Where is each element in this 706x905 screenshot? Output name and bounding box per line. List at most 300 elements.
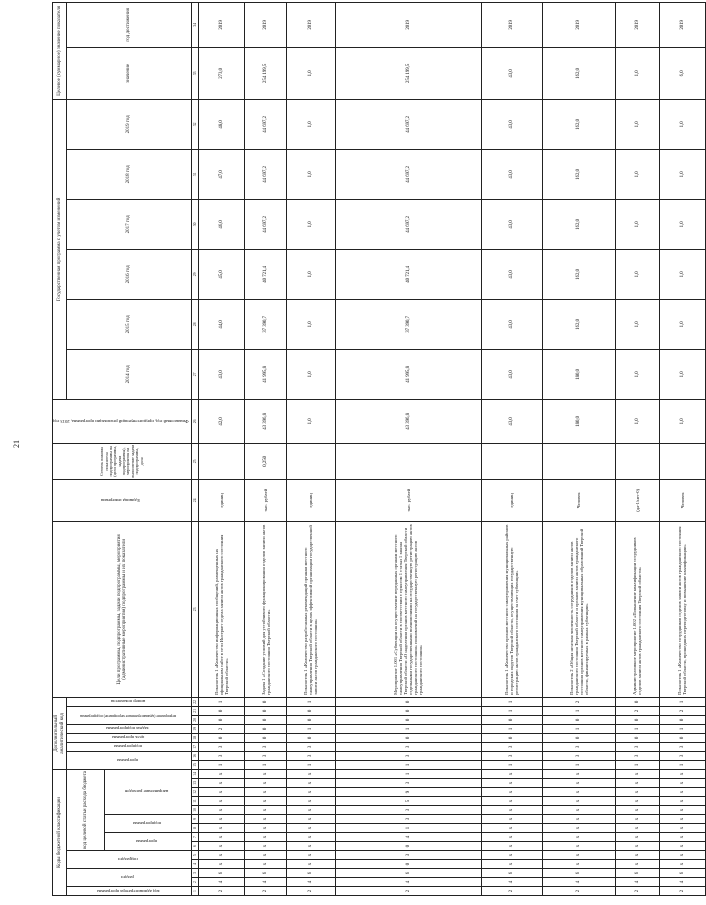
row-name-cell: Мероприятие 1.001 «Субвенции на осуществление переданных органам местного самоуправления Тверской области в соответствии с пунктом 1 статьи 1 закона Тверской области «О наделении органов местного самоуправления Тверской области отдельными государственными полномочиями на государственную регистрацию актов гражданского состояния» полномочий на государственную регистрацию актов гражданского состояния» bbox=[335, 521, 481, 697]
row-name-cell: Показатель 1 «Количество разработанных рекомендаций органам местного самоуправления Тверской области в целях эффективной организации государственной записи актов гражданского состояния» bbox=[286, 521, 335, 697]
code-cell: 0 bbox=[245, 706, 286, 715]
code-cell: 0 bbox=[542, 733, 615, 742]
code-cell: 0 bbox=[199, 706, 245, 715]
year-value-cell: 43,0 bbox=[481, 249, 542, 299]
code-cell: 2 bbox=[199, 887, 245, 896]
code-cell: x bbox=[245, 860, 286, 869]
code-cell: 6 bbox=[199, 869, 245, 878]
code-cell: x bbox=[245, 769, 286, 778]
code-cell: 3 bbox=[335, 815, 481, 824]
page-number: 21 bbox=[12, 440, 21, 448]
table-row bbox=[335, 2, 481, 895]
code-cell: 1 bbox=[481, 706, 542, 715]
code-cell: 2 bbox=[659, 887, 705, 896]
code-cell: x bbox=[286, 851, 335, 860]
base-year-cell: 1,0 bbox=[615, 399, 659, 443]
base-year-cell: 1,0 bbox=[659, 399, 705, 443]
degree-header: Степень влияния показателя подпрограммы на (цели программы, задачи подпрограммы), мероприятия на выполнение задачи подпрограммы, доля bbox=[53, 443, 192, 479]
column-index-cell: 7 bbox=[192, 833, 199, 842]
code-cell: x bbox=[245, 797, 286, 806]
table-body bbox=[199, 2, 706, 895]
code-cell: x bbox=[481, 806, 542, 815]
degree-cell bbox=[286, 443, 335, 479]
year-value-cell: 1,0 bbox=[286, 199, 335, 249]
code-cell: x bbox=[615, 824, 659, 833]
column-index-cell: 24 bbox=[192, 479, 199, 521]
target-year-cell: 2019 bbox=[615, 2, 659, 47]
code-cell: x bbox=[199, 824, 245, 833]
code-cell: 4 bbox=[481, 878, 542, 887]
code-cell: 2 bbox=[615, 887, 659, 896]
code-cell: 2 bbox=[245, 887, 286, 896]
code-cell: x bbox=[481, 779, 542, 788]
unit-cell: тыс. рублей bbox=[245, 479, 286, 521]
code-cell: 4 bbox=[335, 833, 481, 842]
code-cell: x bbox=[542, 769, 615, 778]
code-cell: 0 bbox=[245, 733, 286, 742]
code-cell: x bbox=[615, 779, 659, 788]
year-value-cell: 1,0 bbox=[286, 349, 335, 399]
unit-cell: единиц bbox=[286, 479, 335, 521]
code-cell: 1 bbox=[659, 697, 705, 706]
year-value-cell: 44 697,2 bbox=[335, 149, 481, 199]
year-value-cell: 1,0 bbox=[659, 299, 705, 349]
unit-cell: (да-1/нет-0) bbox=[615, 479, 659, 521]
code-cell: x bbox=[286, 833, 335, 842]
year-value-cell: 1,0 bbox=[615, 99, 659, 149]
unit-cell: тыс. рублей bbox=[335, 479, 481, 521]
code-cell: x bbox=[659, 815, 705, 824]
target-value-cell: 6,0 bbox=[659, 47, 705, 99]
code-cell: x bbox=[615, 788, 659, 797]
code-cell: 3 bbox=[335, 751, 481, 760]
rotated-page bbox=[52, 5, 688, 896]
code-cell: x bbox=[481, 824, 542, 833]
target-value-cell: 1,0 bbox=[615, 47, 659, 99]
code-cell: x bbox=[481, 815, 542, 824]
target-group-header: Целевое (суммарное) значение показателя bbox=[53, 2, 67, 99]
table-row bbox=[481, 2, 542, 895]
code-cell: 0 bbox=[335, 860, 481, 869]
code-cell: x bbox=[286, 788, 335, 797]
column-index-cell: 9 bbox=[192, 815, 199, 824]
prog-header: программа bbox=[67, 751, 192, 769]
code-cell: 6 bbox=[615, 869, 659, 878]
code-cell: 1 bbox=[199, 760, 245, 769]
code-cell: 3 bbox=[245, 742, 286, 751]
row-name-cell: Показатель 1 «Количество органов местного самоуправления муниципальных районов и городских округов Тверской области, осуществляющих государственную регистрацию актов гражданского состояния за счет субвенции» bbox=[481, 521, 542, 697]
column-index-cell: 23 bbox=[192, 521, 199, 697]
code-cell: 5 bbox=[335, 797, 481, 806]
target-value-cell: 1,0 bbox=[286, 47, 335, 99]
year-value-cell: 45,0 bbox=[199, 249, 245, 299]
base-year-cell: 43 396,8 bbox=[245, 399, 286, 443]
year-value-cell: 40 721,4 bbox=[335, 249, 481, 299]
budget-code-group: Коды бюджетной классификации bbox=[53, 769, 67, 895]
code-cell: 2 bbox=[335, 887, 481, 896]
unit-cell: Человек bbox=[542, 479, 615, 521]
column-index-cell: 10 bbox=[192, 806, 199, 815]
code-cell: x bbox=[245, 788, 286, 797]
column-index-cell: 29 bbox=[192, 249, 199, 299]
code-cell: x bbox=[199, 815, 245, 824]
target-year-cell: 2019 bbox=[199, 2, 245, 47]
code-cell: 1 bbox=[245, 760, 286, 769]
code-cell: 2 bbox=[659, 706, 705, 715]
code-cell: 3 bbox=[659, 742, 705, 751]
year-2015-header: 2015 год bbox=[67, 299, 192, 349]
subprogram-code-header: подпрограмма bbox=[104, 815, 191, 833]
unit-cell: Человек bbox=[659, 479, 705, 521]
year-value-cell: 46,0 bbox=[199, 199, 245, 249]
code-cell: x bbox=[542, 833, 615, 842]
code-cell: 3 bbox=[335, 851, 481, 860]
section-header: раздел bbox=[67, 869, 192, 887]
code-cell: 3 bbox=[335, 806, 481, 815]
unit-cell: единиц bbox=[481, 479, 542, 521]
code-cell: 1 bbox=[481, 724, 542, 733]
year-value-cell: 162,0 bbox=[542, 299, 615, 349]
code-cell: x bbox=[481, 842, 542, 851]
column-index-cell: 12 bbox=[192, 788, 199, 797]
code-cell: x bbox=[542, 842, 615, 851]
year-value-cell: 43,0 bbox=[481, 349, 542, 399]
year-value-cell: 44 697,2 bbox=[245, 99, 286, 149]
code-cell: x bbox=[199, 842, 245, 851]
base-year-cell: 43 396,8 bbox=[335, 399, 481, 443]
table-row bbox=[286, 2, 335, 895]
code-cell: 1 bbox=[286, 760, 335, 769]
code-cell: x bbox=[542, 797, 615, 806]
code-cell: 1 bbox=[335, 760, 481, 769]
year-value-cell: 1,0 bbox=[615, 149, 659, 199]
code-cell: x bbox=[199, 797, 245, 806]
column-index-cell: 11 bbox=[192, 797, 199, 806]
code-cell: x bbox=[615, 797, 659, 806]
code-cell: 0 bbox=[335, 842, 481, 851]
column-index-cell: 33 bbox=[192, 47, 199, 99]
column-index-cell: 21 bbox=[192, 706, 199, 715]
base-year-header: Финансовый год, предшествующий реализации программы, 2013 год bbox=[53, 399, 192, 443]
code-cell: x bbox=[286, 824, 335, 833]
code-cell: 3 bbox=[286, 751, 335, 760]
year-value-cell: 43,0 bbox=[481, 149, 542, 199]
code-cell: x bbox=[659, 860, 705, 869]
year-value-cell: 41 995,8 bbox=[245, 349, 286, 399]
name-header: Цели программы, подпрограммы, задачи подпрограммы, мероприятия (административные мероприятия) подпрограммы и их показатели bbox=[53, 521, 192, 697]
code-cell: x bbox=[542, 815, 615, 824]
column-index-cell: 20 bbox=[192, 715, 199, 724]
row-name-cell: Показатель 2 «Общая штатная численность сотрудников отделов записи актов гражданского состояния Тверской области и органов записи актов гражданского состояния органов местного самоуправления муниципальных образований Тверской области, финансируемых в рамках субвенции» bbox=[542, 521, 615, 697]
code-cell: 0 bbox=[245, 724, 286, 733]
code-cell: 1 bbox=[542, 760, 615, 769]
table-row bbox=[615, 2, 659, 895]
code-cell: 6 bbox=[335, 869, 481, 878]
code-cell: x bbox=[245, 824, 286, 833]
code-cell: x bbox=[245, 806, 286, 815]
code-cell: 0 bbox=[245, 715, 286, 724]
target-year-header: год достижения bbox=[67, 2, 192, 47]
code-cell: 0 bbox=[615, 733, 659, 742]
code-cell: 2 bbox=[199, 724, 245, 733]
year-value-cell: 43,0 bbox=[481, 199, 542, 249]
code-cell: 4 bbox=[245, 878, 286, 887]
year-value-cell: 1,0 bbox=[286, 249, 335, 299]
code-cell: x bbox=[659, 824, 705, 833]
target-value-header: значение bbox=[67, 47, 192, 99]
column-index-cell: 28 bbox=[192, 299, 199, 349]
column-index-cell: 32 bbox=[192, 99, 199, 149]
code-cell: x bbox=[199, 779, 245, 788]
year-value-cell: 48,0 bbox=[199, 99, 245, 149]
code-cell: 2 bbox=[481, 887, 542, 896]
code-cell: 6 bbox=[481, 869, 542, 878]
code-cell: 0 bbox=[245, 697, 286, 706]
row-name-cell: Показатель 1 «Количество сотрудников отделов записи актов гражданского состояния Тверской области, прошедших переподготовку и повышение квалификации» bbox=[659, 521, 705, 697]
code-cell: 4 bbox=[615, 878, 659, 887]
code-cell: 2 bbox=[542, 697, 615, 706]
base-year-cell: 42,0 bbox=[199, 399, 245, 443]
column-index-cell: 4 bbox=[192, 860, 199, 869]
code-cell: x bbox=[542, 806, 615, 815]
code-cell: x bbox=[542, 851, 615, 860]
year-2017-header: 2017 год bbox=[67, 199, 192, 249]
unit-header: Единица измерения bbox=[53, 479, 192, 521]
column-index-cell: 8 bbox=[192, 824, 199, 833]
year-2014-header: 2014 год bbox=[67, 349, 192, 399]
degree-cell bbox=[542, 443, 615, 479]
code-cell: 3 bbox=[199, 742, 245, 751]
year-2018-header: 2018 год bbox=[67, 149, 192, 199]
code-cell: 3 bbox=[199, 751, 245, 760]
column-index-cell: 18 bbox=[192, 733, 199, 742]
row-name-cell: Показатель 1 «Количество информационных сообщений, размещенных на официальном сайте в сети Интернет отдела записи актов гражданского состояния Тверской области» bbox=[199, 521, 245, 697]
year-2016-header: 2016 год bbox=[67, 249, 192, 299]
code-cell: x bbox=[199, 851, 245, 860]
column-index-cell: 16 bbox=[192, 751, 199, 760]
target-value-cell: 254 199,5 bbox=[245, 47, 286, 99]
subprog-header: подпрограмма bbox=[67, 742, 192, 751]
code-cell: 0 bbox=[286, 706, 335, 715]
year-value-cell: 43,0 bbox=[481, 299, 542, 349]
column-index-cell: 15 bbox=[192, 760, 199, 769]
column-index-cell: 31 bbox=[192, 149, 199, 199]
rotated-table-container bbox=[52, 5, 688, 896]
code-cell: x bbox=[615, 769, 659, 778]
code-cell: x bbox=[286, 797, 335, 806]
code-cell: x bbox=[542, 860, 615, 869]
table-row bbox=[542, 2, 615, 895]
code-cell: 0 bbox=[286, 715, 335, 724]
code-cell: x bbox=[659, 769, 705, 778]
goal-prog-header: цель программы bbox=[67, 733, 192, 742]
code-cell: x bbox=[615, 833, 659, 842]
year-value-cell: 1,0 bbox=[615, 249, 659, 299]
degree-cell bbox=[615, 443, 659, 479]
code-cell: 1 bbox=[286, 724, 335, 733]
table-row bbox=[659, 2, 705, 895]
row-name-cell: Административное мероприятие 1.002 «Повышение квалификации сотрудников отделов записи актов гражданского состояния Тверской области» bbox=[615, 521, 659, 697]
year-value-cell: 1,0 bbox=[659, 99, 705, 149]
code-cell: 3 bbox=[659, 751, 705, 760]
code-cell: 1 bbox=[335, 824, 481, 833]
code-cell: 3 bbox=[542, 742, 615, 751]
target-value-cell: 273,0 bbox=[199, 47, 245, 99]
code-cell: x bbox=[481, 851, 542, 860]
code-cell: 3 bbox=[615, 751, 659, 760]
year-value-cell: 44 697,2 bbox=[335, 99, 481, 149]
year-value-cell: 1,0 bbox=[659, 249, 705, 299]
target-value-cell: 254 199,5 bbox=[335, 47, 481, 99]
year-value-cell: 37 390,7 bbox=[245, 299, 286, 349]
code-cell: 1 bbox=[335, 769, 481, 778]
code-cell: x bbox=[615, 806, 659, 815]
year-value-cell: 1,0 bbox=[615, 299, 659, 349]
code-cell: 0 bbox=[199, 715, 245, 724]
code-cell: 2 bbox=[542, 887, 615, 896]
year-value-cell: 1,0 bbox=[615, 349, 659, 399]
code-cell: 1 bbox=[335, 724, 481, 733]
code-cell: 4 bbox=[659, 878, 705, 887]
code-cell: 4 bbox=[542, 878, 615, 887]
code-cell: x bbox=[542, 788, 615, 797]
year-value-cell: 1,0 bbox=[659, 199, 705, 249]
column-index-cell: 5 bbox=[192, 851, 199, 860]
year-value-cell: 41 995,8 bbox=[335, 349, 481, 399]
code-cell: 4 bbox=[335, 878, 481, 887]
code-cell: x bbox=[659, 788, 705, 797]
code-cell: 3 bbox=[481, 751, 542, 760]
code-cell: 2 bbox=[286, 887, 335, 896]
code-cell: 1 bbox=[615, 760, 659, 769]
code-cell: x bbox=[286, 779, 335, 788]
program-code-header: программа bbox=[104, 833, 191, 851]
table-row bbox=[245, 2, 286, 895]
code-cell: x bbox=[615, 815, 659, 824]
code-cell: x bbox=[286, 842, 335, 851]
column-index-cell: 3 bbox=[192, 869, 199, 878]
code-cell: 3 bbox=[542, 751, 615, 760]
target-value-cell: 43,0 bbox=[481, 47, 542, 99]
code-cell: 1 bbox=[542, 706, 615, 715]
code-cell: 0 bbox=[335, 706, 481, 715]
base-year-cell: 1,0 bbox=[286, 399, 335, 443]
code-cell: 0 bbox=[481, 715, 542, 724]
code-cell: 6 bbox=[245, 869, 286, 878]
year-value-cell: 40 721,4 bbox=[245, 249, 286, 299]
year-value-cell: 44 697,2 bbox=[245, 199, 286, 249]
target-value-cell: 162,0 bbox=[542, 47, 615, 99]
code-cell: 0 bbox=[481, 733, 542, 742]
code-cell: 4 bbox=[286, 878, 335, 887]
code-cell: 6 bbox=[659, 869, 705, 878]
code-cell: 3 bbox=[615, 742, 659, 751]
code-cell: x bbox=[659, 779, 705, 788]
code-cell: x bbox=[286, 806, 335, 815]
subsection-header: подраздел bbox=[67, 851, 192, 869]
code-cell: x bbox=[286, 815, 335, 824]
target-year-cell: 2019 bbox=[659, 2, 705, 47]
code-cell: 0 bbox=[659, 715, 705, 724]
year-value-cell: 180,0 bbox=[542, 349, 615, 399]
code-cell: 3 bbox=[335, 742, 481, 751]
year-value-cell: 47,0 bbox=[199, 149, 245, 199]
year-value-cell: 44 697,2 bbox=[245, 149, 286, 199]
year-value-cell: 37 390,7 bbox=[335, 299, 481, 349]
code-cell: 2 bbox=[615, 706, 659, 715]
code-cell: x bbox=[542, 779, 615, 788]
row-name-cell: Задача 1 «Создание условий для устойчивого функционирования отделов записи актов гражданского состояния Тверской области» bbox=[245, 521, 286, 697]
degree-cell bbox=[335, 443, 481, 479]
target-year-cell: 2019 bbox=[286, 2, 335, 47]
code-cell: x bbox=[659, 833, 705, 842]
code-cell: x bbox=[481, 860, 542, 869]
code-cell: 6 bbox=[286, 869, 335, 878]
column-index-cell: 19 bbox=[192, 724, 199, 733]
code-cell: 0 bbox=[286, 733, 335, 742]
code-cell: x bbox=[481, 788, 542, 797]
code-cell: 0 bbox=[659, 733, 705, 742]
degree-cell bbox=[199, 443, 245, 479]
column-index-cell: 17 bbox=[192, 742, 199, 751]
code-cell: x bbox=[286, 860, 335, 869]
base-year-cell: 43,0 bbox=[481, 399, 542, 443]
target-year-cell: 2019 bbox=[481, 2, 542, 47]
code-cell: 0 bbox=[335, 697, 481, 706]
code-cell: 0 bbox=[615, 697, 659, 706]
degree-cell bbox=[659, 443, 705, 479]
column-index-row bbox=[192, 2, 199, 895]
column-index-cell: 6 bbox=[192, 842, 199, 851]
year-value-cell: 162,0 bbox=[542, 199, 615, 249]
column-index-cell: 22 bbox=[192, 697, 199, 706]
code-cell: 3 bbox=[245, 751, 286, 760]
code-cell: x bbox=[481, 833, 542, 842]
code-cell: 1 bbox=[659, 760, 705, 769]
admin-code-header: код администратора программы bbox=[67, 887, 192, 896]
indicator-no-header: номер показателя bbox=[67, 697, 192, 706]
year-value-cell: 1,0 bbox=[286, 299, 335, 349]
code-cell: x bbox=[481, 769, 542, 778]
column-index-cell: 2 bbox=[192, 878, 199, 887]
code-cell: x bbox=[615, 842, 659, 851]
code-cell: x bbox=[286, 769, 335, 778]
year-value-cell: 43,0 bbox=[199, 349, 245, 399]
year-value-cell: 162,0 bbox=[542, 249, 615, 299]
column-index-cell: 30 bbox=[192, 199, 199, 249]
code-cell: x bbox=[199, 769, 245, 778]
code-cell: x bbox=[199, 806, 245, 815]
code-cell: x bbox=[245, 851, 286, 860]
unit-cell: единиц bbox=[199, 479, 245, 521]
code-cell: 4 bbox=[199, 878, 245, 887]
code-cell: 1 bbox=[481, 697, 542, 706]
code-cell: 1 bbox=[199, 697, 245, 706]
year-value-cell: 43,0 bbox=[481, 99, 542, 149]
code-cell: x bbox=[199, 860, 245, 869]
code-cell: 1 bbox=[542, 724, 615, 733]
year-2019-header: 2019 год bbox=[67, 99, 192, 149]
code-cell: 1 bbox=[659, 724, 705, 733]
target-code-header: код целевой статьи расхода бюджета bbox=[67, 769, 105, 850]
code-cell: 0 bbox=[199, 733, 245, 742]
code-cell: x bbox=[659, 797, 705, 806]
code-cell: x bbox=[659, 842, 705, 851]
direction-code-header: направление расходов bbox=[104, 769, 191, 814]
code-cell: 0 bbox=[335, 733, 481, 742]
column-index-cell: 26 bbox=[192, 399, 199, 443]
code-cell: 6 bbox=[542, 869, 615, 878]
